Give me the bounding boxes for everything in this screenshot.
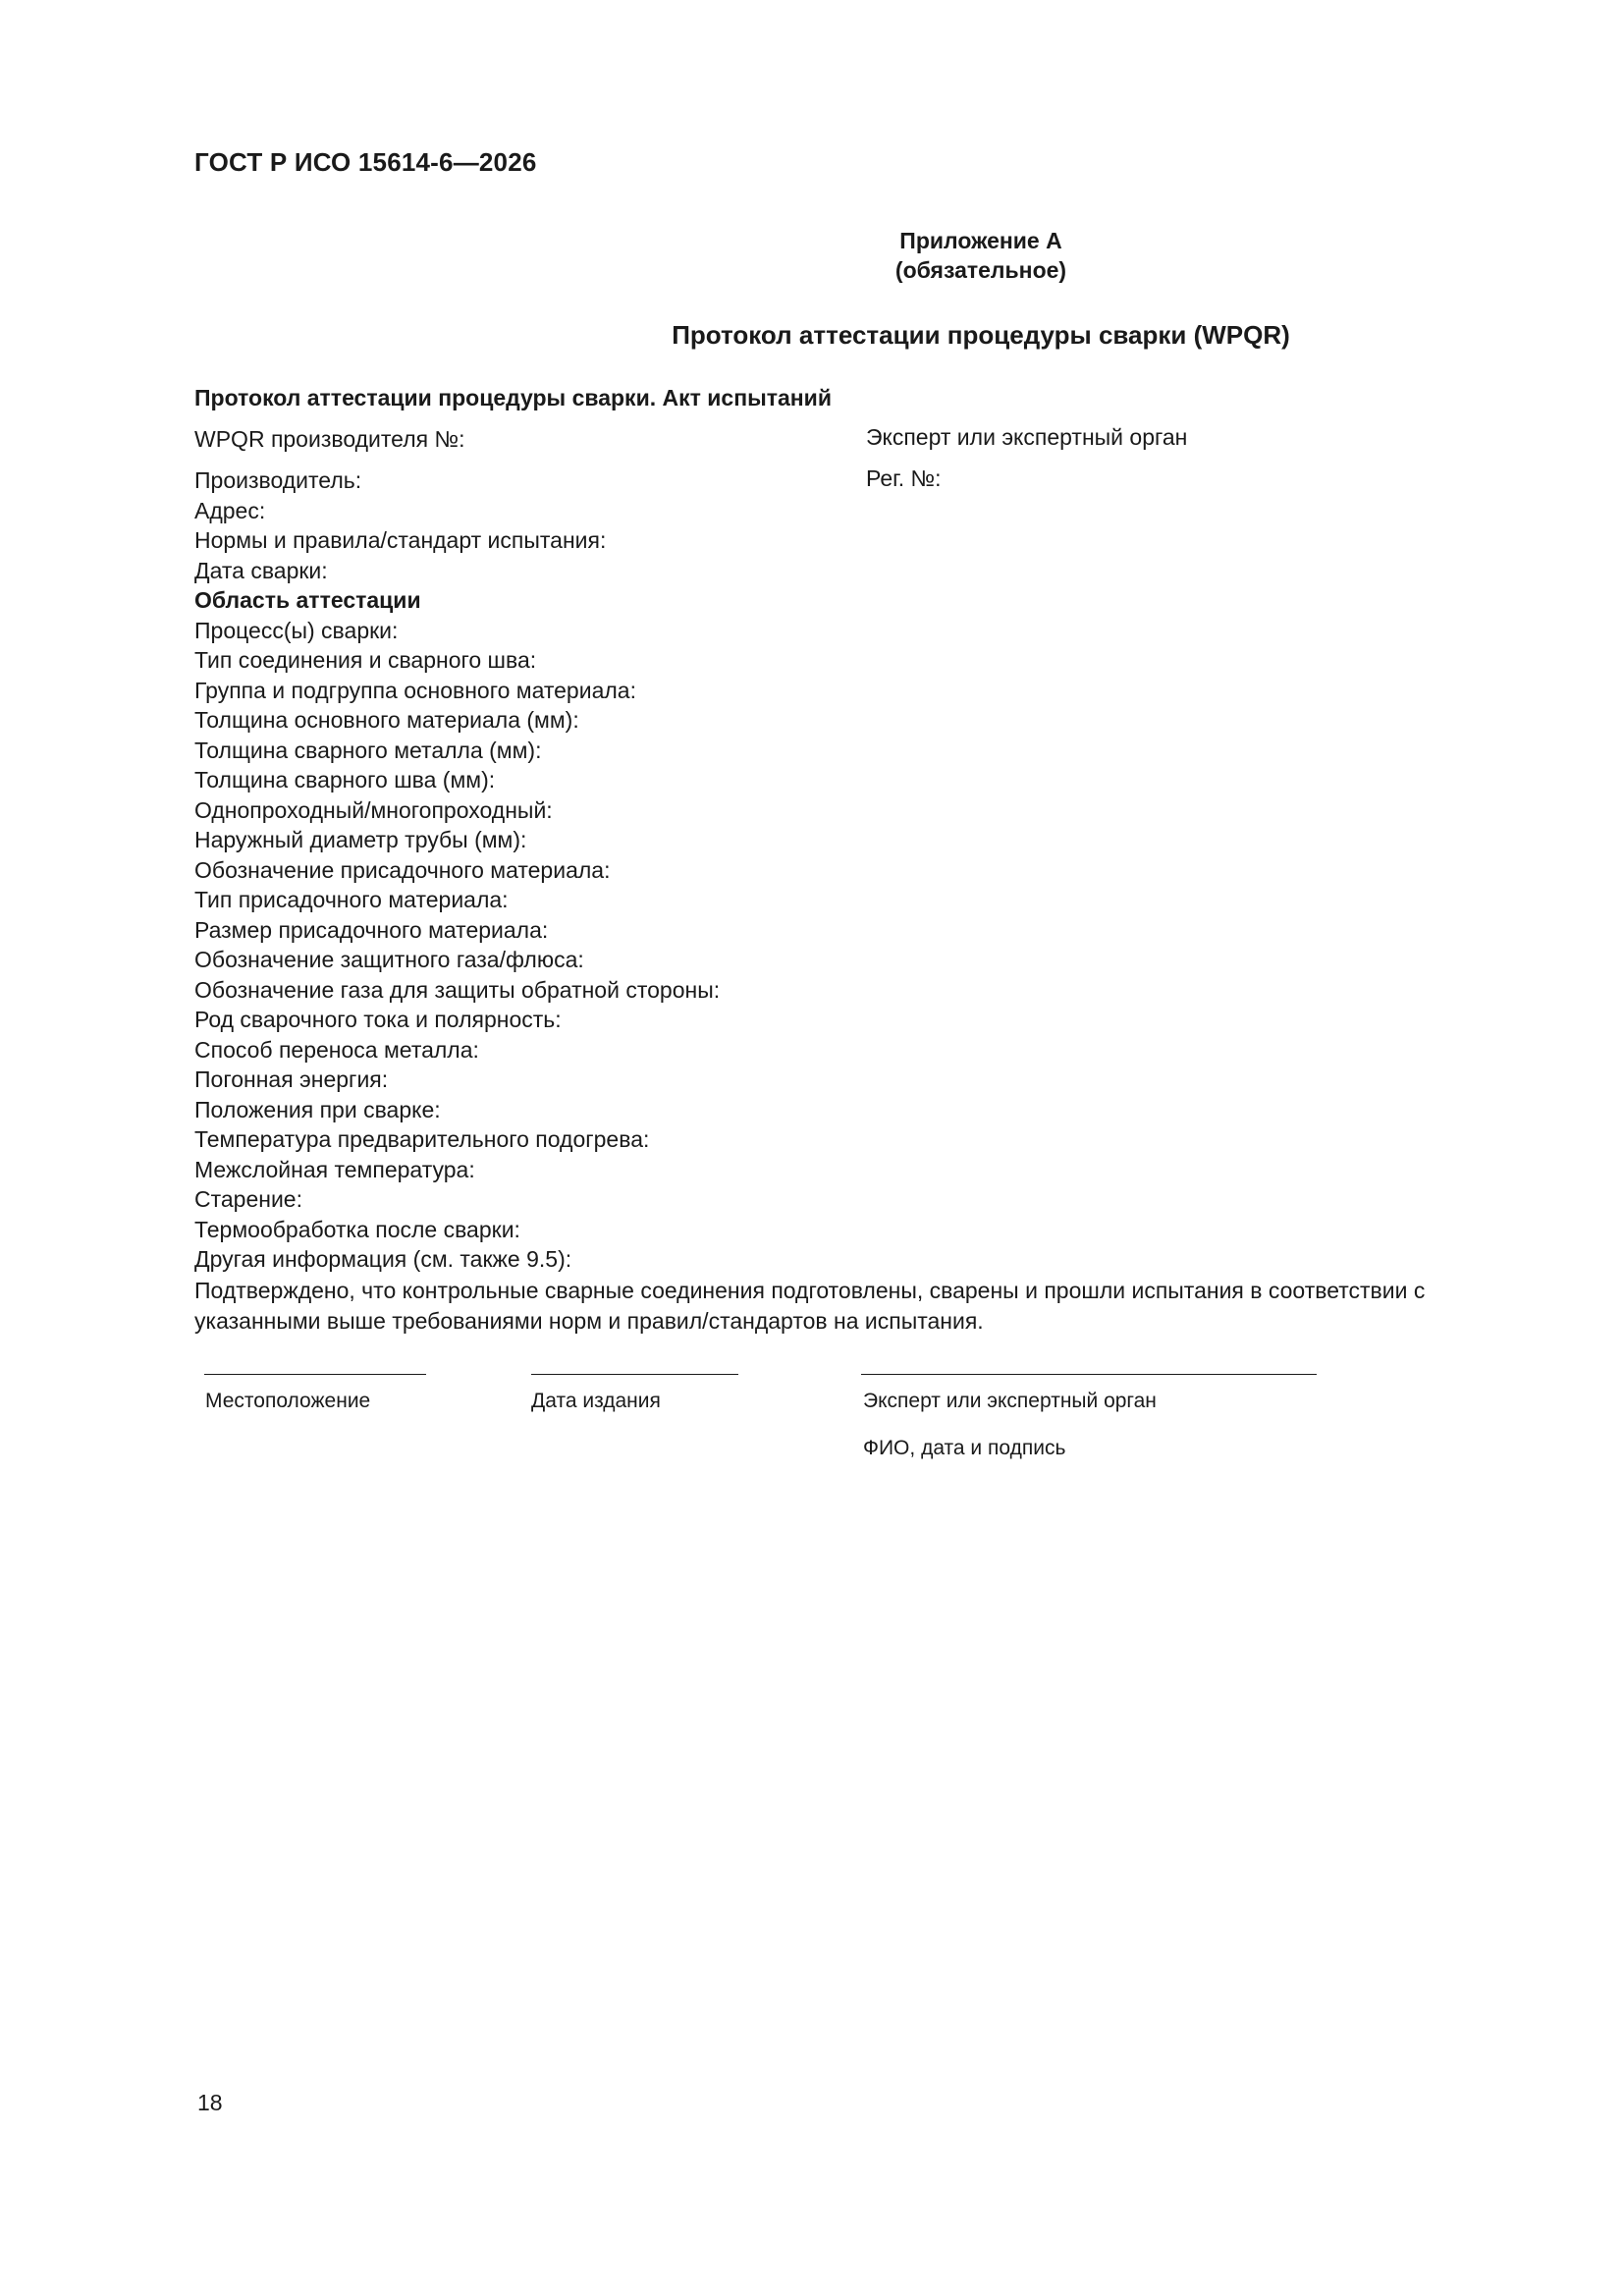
section-title: Протокол аттестации процедуры сварки. Акт испытаний xyxy=(194,385,832,410)
field-label: Дата сварки: xyxy=(194,557,328,583)
field-label: Обозначение газа для защиты обратной стороны: xyxy=(194,976,721,1003)
registration-number-label: Рег. №: xyxy=(866,465,942,491)
expert-signature-label: Эксперт или экспертный орган xyxy=(863,1390,1157,1412)
field-label: Старение: xyxy=(194,1186,302,1212)
page-number: 18 xyxy=(197,2090,223,2115)
field-label: Наружный диаметр трубы (мм): xyxy=(194,827,527,852)
field-label: Размер присадочного материала: xyxy=(194,916,549,943)
field-label: Температура предварительного подогрева: xyxy=(194,1126,650,1152)
document-code: ГОСТ Р ИСО 15614-6—2026 xyxy=(194,147,537,177)
field-label: Термообработка после сварки: xyxy=(194,1216,520,1242)
field-label: Другая информация (см. также 9.5): xyxy=(194,1246,572,1272)
field-label: Тип присадочного материала: xyxy=(194,887,509,912)
field-label: Тип соединения и сварного шва: xyxy=(194,647,537,673)
field-label: Обозначение защитного газа/флюса: xyxy=(194,947,584,972)
wpqr-number-label: WPQR производителя №: xyxy=(194,426,465,452)
issue-date-signature-line xyxy=(531,1374,738,1375)
field-label: Положения при сварке: xyxy=(194,1096,441,1122)
field-label: Процесс(ы) сварки: xyxy=(194,617,399,643)
field-list xyxy=(194,465,720,1275)
field-label: Род сварочного тока и полярность: xyxy=(194,1007,562,1032)
annex-title: Приложение А xyxy=(899,228,1062,253)
field-label: Межслойная температура: xyxy=(194,1156,475,1182)
field-label: Толщина сварного шва (мм): xyxy=(194,767,496,793)
field-label: Обозначение присадочного материала: xyxy=(194,856,611,883)
expert-signature-line xyxy=(861,1374,1317,1375)
field-label: Погонная энергия: xyxy=(194,1066,389,1092)
field-label: Адрес: xyxy=(194,497,266,523)
field-label: Производитель: xyxy=(194,467,362,493)
field-label: Однопроходный/многопроходный: xyxy=(194,796,553,823)
annex-status: (обязательное) xyxy=(894,257,1067,283)
field-label: Способ переноса металла: xyxy=(194,1036,479,1063)
confirmation-statement: Подтверждено, что контрольные сварные соединения подготовлены, сварены и прошли испытания в соответствии с указанными выше требованиями норм и правил/стандартов на испытания. xyxy=(194,1278,1426,1334)
field-label: Нормы и правила/стандарт испытания: xyxy=(194,527,607,553)
name-date-signature-label: ФИО, дата и подпись xyxy=(863,1437,1066,1459)
expert-body-label: Эксперт или экспертный орган xyxy=(866,424,1188,450)
field-label: Толщина основного материала (мм): xyxy=(194,707,579,733)
location-label: Местоположение xyxy=(205,1390,371,1412)
location-signature-line xyxy=(204,1374,426,1375)
field-label: Толщина сварного металла (мм): xyxy=(194,737,542,763)
field-label: Группа и подгруппа основного материала: xyxy=(194,677,636,703)
issue-date-label: Дата издания xyxy=(531,1390,661,1412)
field-label: Область аттестации xyxy=(194,587,421,613)
page-title: Протокол аттестации процедуры сварки (WPQR) xyxy=(672,320,1290,350)
